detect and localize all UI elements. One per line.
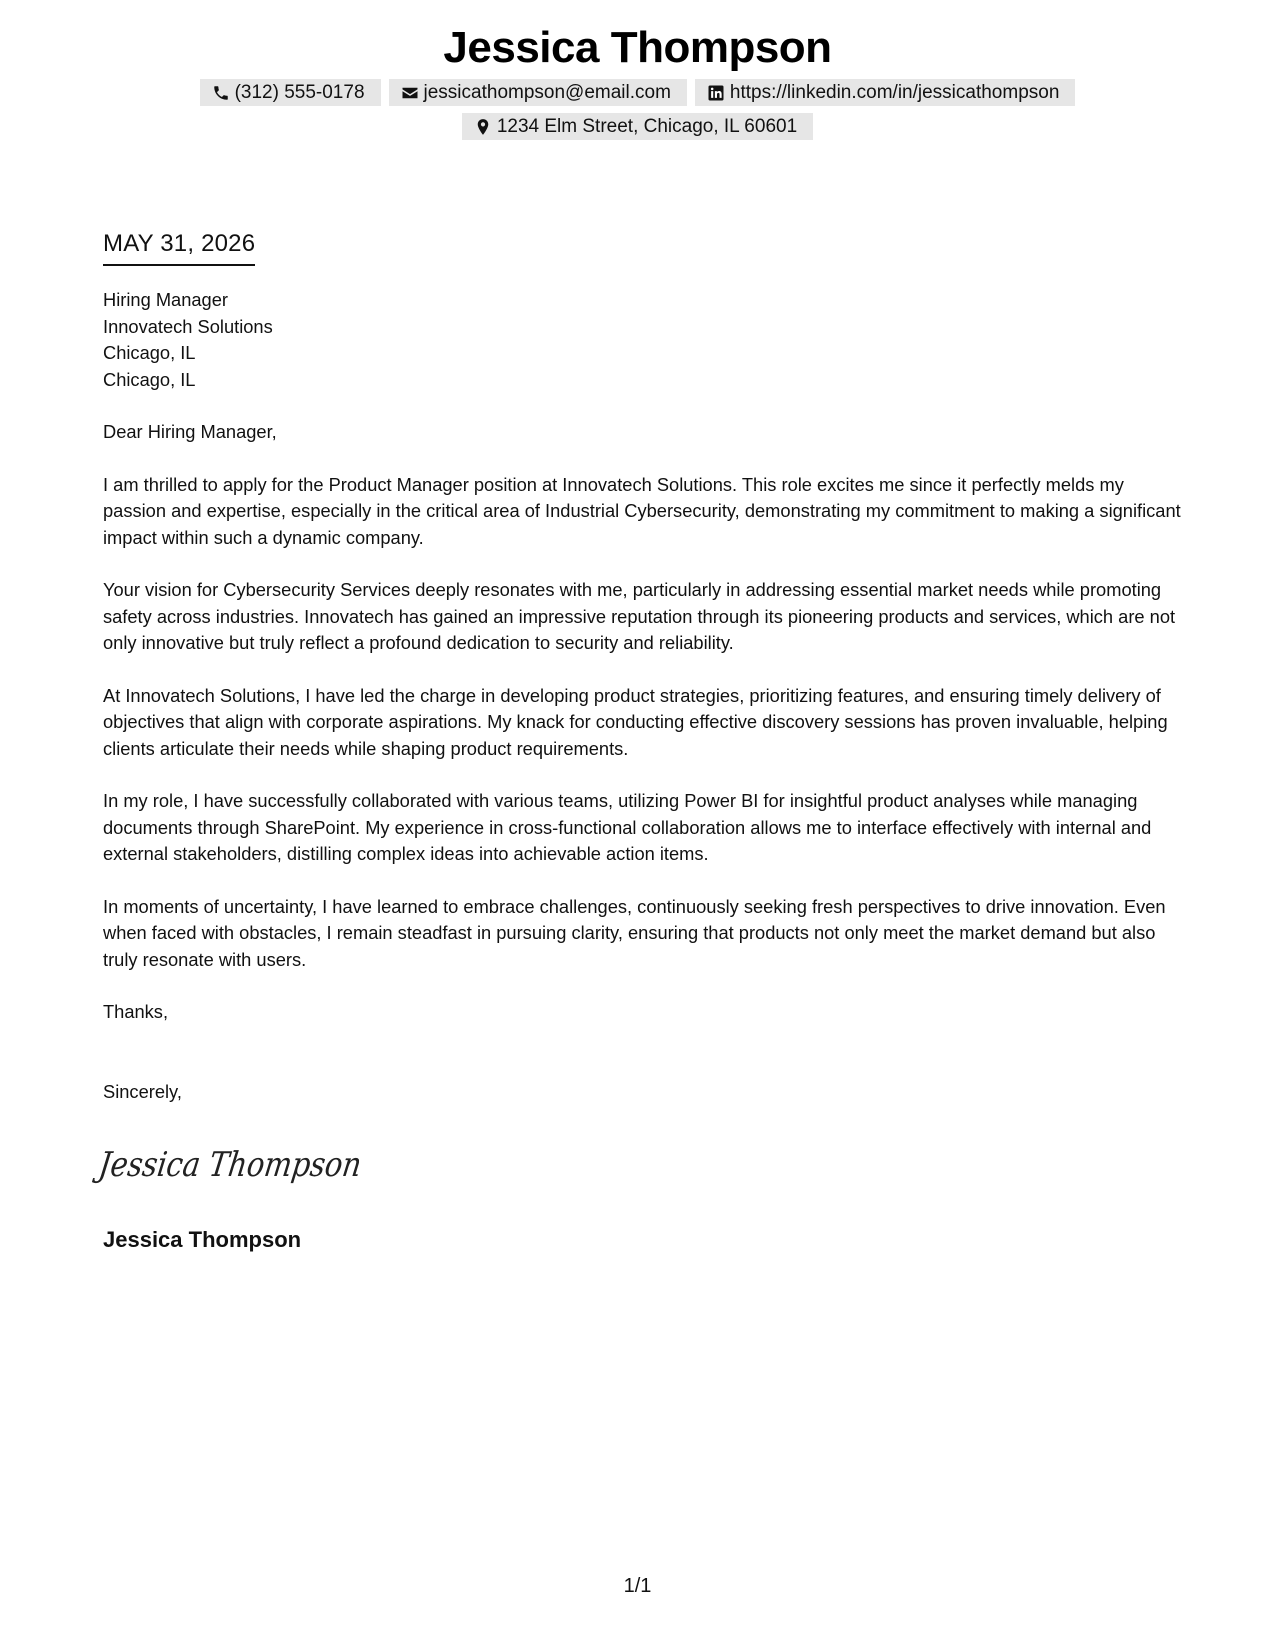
address-text: 1234 Elm Street, Chicago, IL 60601 bbox=[496, 116, 798, 137]
letter-header bbox=[0, 22, 1275, 140]
map-pin-icon bbox=[474, 118, 492, 136]
phone-chip bbox=[200, 79, 381, 106]
paragraph-3: At Innovatech Solutions, I have led the charge in developing product strategies, prioritizing features, and ensuring timely delivery of objectives that align with corporate aspirations. My knack for conducting effective discovery sessions has proven invaluable, helping clients articulate their needs while shaping product requirements. bbox=[103, 684, 1168, 759]
recipient-city: Chicago, IL bbox=[103, 342, 196, 363]
letter-date: MAY 31, 2026 bbox=[103, 228, 255, 266]
contact-row-secondary bbox=[0, 113, 1275, 140]
applicant-name: Jessica Thompson bbox=[443, 23, 832, 72]
paragraph-2: Your vision for Cybersecurity Services deeply resonates with me, particularly in addressing essential market needs while promoting safety across industries. Innovatech has gained an impressive reputation through its pioneering products and services, which are not only innovative but truly reflect a profound dedication to security and reliability. bbox=[103, 579, 1176, 653]
paragraph-5: In moments of uncertainty, I have learned to embrace challenges, continuously seeking fresh perspectives to drive innovation. Even when faced with obstacles, I remain steadfast in pursuing clarity, ensuring that products not only meet the market demand but also truly resonate with users. bbox=[103, 895, 1166, 970]
signer-name: Jessica Thompson bbox=[103, 1227, 302, 1252]
recipient-title: Hiring Manager bbox=[103, 289, 228, 310]
paragraph-1: I am thrilled to apply for the Product Manager position at Innovatech Solutions. This role excites me since it perfectly melds my passion and expertise, especially in the critical area of Industrial Cybersecurity, demonstrating my commitment to making a significant impact within such a dynamic company. bbox=[103, 473, 1181, 548]
email-chip[interactable] bbox=[389, 79, 687, 106]
email-text: jessicathompson@email.com bbox=[423, 82, 671, 103]
linkedin-chip[interactable] bbox=[695, 79, 1076, 106]
linkedin-text: https://linkedin.com/in/jessicathompson bbox=[729, 82, 1060, 103]
contact-row-primary bbox=[0, 79, 1275, 106]
recipient-city-2: Chicago, IL bbox=[103, 368, 196, 390]
page-number: 1/1 bbox=[623, 1575, 652, 1597]
paragraph-4: In my role, I have successfully collaborated with various teams, utilizing Power BI for insightful product analyses while managing documents through SharePoint. My experience in cross-functional collaboration allows me to interface effectively with internal and external stakeholders, distilling complex ideas into achievable action items. bbox=[103, 790, 1152, 864]
date-block bbox=[103, 228, 255, 266]
recipient-block bbox=[103, 287, 1183, 393]
letter-body bbox=[103, 287, 1183, 1105]
salutation: Dear Hiring Manager, bbox=[103, 421, 277, 442]
linkedin-icon bbox=[707, 84, 725, 102]
address-chip bbox=[462, 113, 813, 140]
signature-text: Jessica Thompson bbox=[96, 1145, 411, 1185]
closing-line: Sincerely, bbox=[103, 1080, 182, 1102]
phone-icon bbox=[212, 84, 230, 102]
recipient-company: Innovatech Solutions bbox=[103, 315, 273, 337]
phone-text: (312) 555-0178 bbox=[234, 82, 365, 103]
thanks-line: Thanks, bbox=[103, 1001, 169, 1022]
handwritten-signature bbox=[96, 1138, 411, 1192]
envelope-icon bbox=[401, 84, 419, 102]
